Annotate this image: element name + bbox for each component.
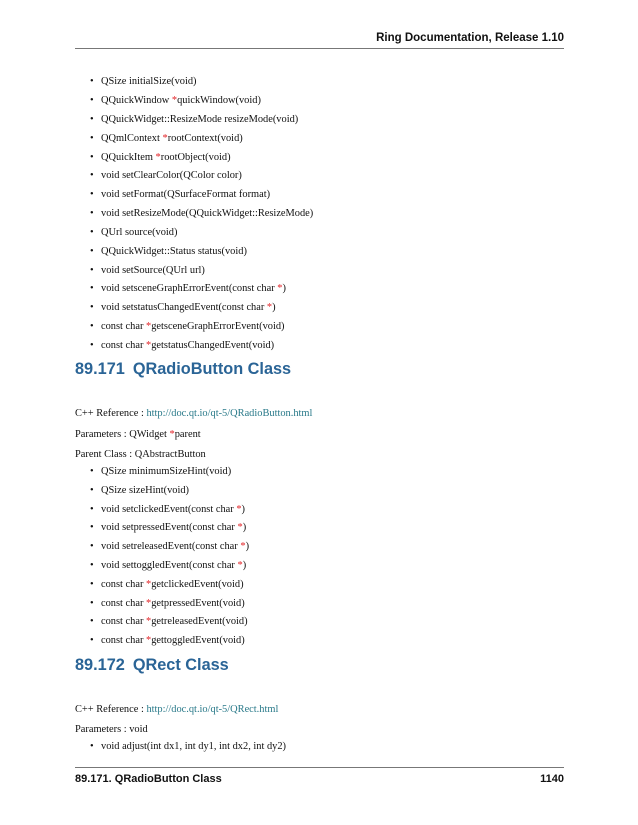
parameters: Parameters : void (75, 724, 148, 735)
bullet-icon: • (90, 189, 94, 200)
section-heading-qrect (75, 656, 229, 675)
bullet-icon: • (90, 485, 94, 496)
bullet-icon: • (90, 152, 94, 163)
bullet-icon: • (90, 560, 94, 571)
bullet-icon: • (90, 208, 94, 219)
bullet-icon: • (90, 114, 94, 125)
bullet-icon: • (90, 616, 94, 627)
section-title: QRadioButton Class (132, 360, 292, 378)
cpp-reference-link[interactable]: http://doc.qt.io/qt-5/QRadioButton.html (146, 408, 313, 419)
page-header (75, 30, 564, 49)
bullet-icon: • (90, 321, 94, 332)
section-number: 89.171 (75, 360, 125, 378)
bullet-icon: • (90, 522, 94, 533)
running-header-title: Ring Documentation, Release 1.10 (376, 32, 564, 44)
cpp-reference: C++ Reference : http://doc.qt.io/qt-5/QRadioButton.html (75, 408, 313, 419)
bullet-icon: • (90, 504, 94, 515)
bullet-icon: • (90, 227, 94, 238)
cpp-reference-link[interactable]: http://doc.qt.io/qt-5/QRect.html (146, 704, 279, 715)
page-footer (75, 767, 564, 788)
cpp-reference: C++ Reference : http://doc.qt.io/qt-5/QRect.html (75, 704, 279, 715)
footer-section-title: 89.171. QRadioButton Class (75, 773, 222, 785)
bullet-icon: • (90, 95, 94, 106)
parameters: Parameters : QWidget *parent (75, 429, 201, 440)
section-heading-qradiobutton (75, 360, 291, 379)
bullet-icon: • (90, 246, 94, 257)
bullet-icon: • (90, 635, 94, 646)
bullet-icon: • (90, 541, 94, 552)
bullet-icon: • (90, 579, 94, 590)
parent-class: Parent Class : QAbstractButton (75, 449, 206, 460)
bullet-icon: • (90, 76, 94, 87)
page-number: 1140 (540, 773, 564, 785)
bullet-icon: • (90, 283, 94, 294)
bullet-icon: • (90, 598, 94, 609)
section-number: 89.172 (75, 656, 125, 674)
bullet-icon: • (90, 133, 94, 144)
section-title: QRect Class (132, 656, 229, 674)
bullet-icon: • (90, 265, 94, 276)
bullet-icon: • (90, 340, 94, 351)
bullet-icon: • (90, 741, 94, 752)
bullet-icon: • (90, 466, 94, 477)
bullet-icon: • (90, 170, 94, 181)
bullet-icon: • (90, 302, 94, 313)
